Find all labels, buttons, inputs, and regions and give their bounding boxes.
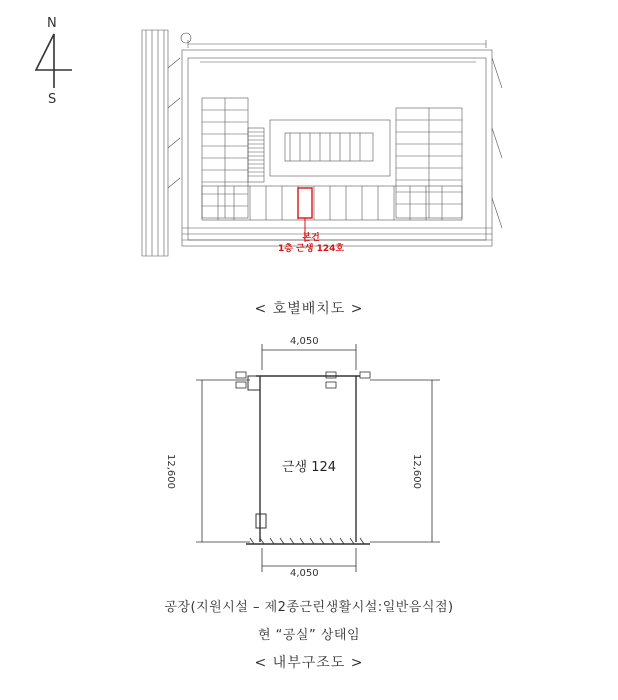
subject-unit-marker	[298, 188, 312, 218]
compass	[30, 16, 80, 108]
right-dimension: 12,600	[411, 454, 422, 489]
compass-arrow-icon	[30, 30, 80, 92]
floor-plan-caption: < 내부구조도 >	[254, 655, 364, 671]
site-plan-caption: < 호별배치도 >	[254, 301, 364, 317]
compass-south-label: S	[48, 92, 57, 107]
room-label: 근생 124	[282, 460, 337, 475]
subject-marker-line1: 본건	[302, 233, 320, 243]
bottom-dimension: 4,050	[290, 568, 319, 579]
use-description: 공장(지원시설 – 제2종근린생활시설:일반음식점)	[164, 600, 454, 615]
left-dimension: 12,600	[165, 454, 176, 489]
subject-marker-label	[266, 233, 356, 255]
floor-plan-drawing	[160, 332, 460, 584]
site-plan-graphic	[140, 28, 505, 258]
compass-north-label: N	[47, 16, 57, 31]
site-layout-drawing	[140, 28, 505, 258]
top-dimension: 4,050	[290, 336, 319, 347]
subject-marker-line2: 1층 근생 124호	[277, 244, 345, 254]
status-description: 현 “공실” 상태임	[257, 628, 361, 643]
